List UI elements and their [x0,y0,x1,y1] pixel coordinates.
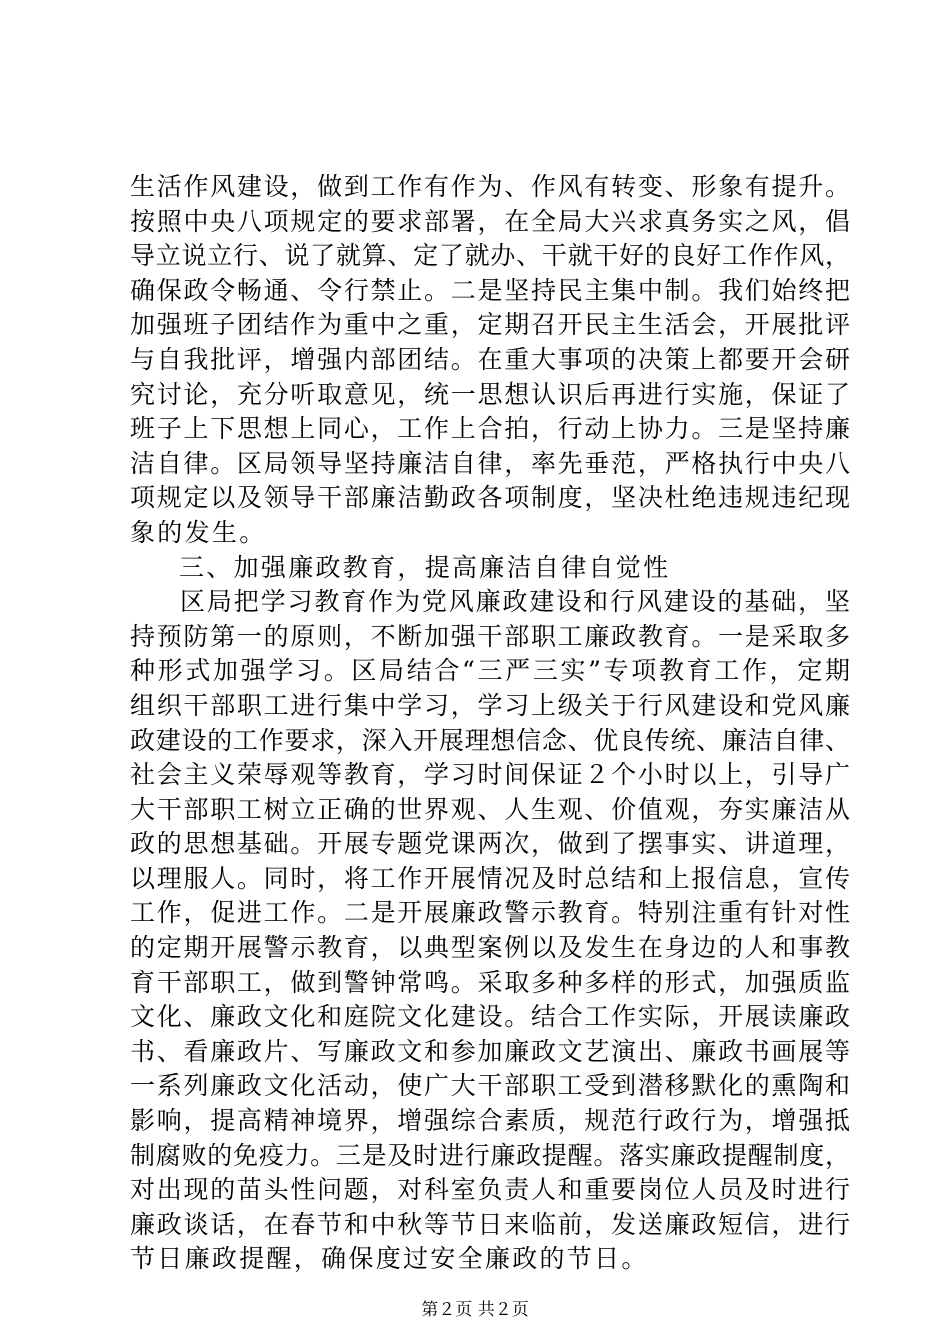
text-line: 组织干部职工进行集中学习，学习上级关于行风建设和党风廉 [130,690,850,720]
text-line: 政建设的工作要求，深入开展理想信念、优良传统、廉洁自律、 [130,725,850,755]
text-line: 对出现的苗头性问题，对科室负责人和重要岗位人员及时进行 [130,1175,850,1205]
text-line: 究讨论，充分听取意见，统一思想认识后再进行实施，保证了 [130,379,850,409]
text-line: 种形式加强学习。区局结合“三严三实”专项教育工作，定期 [130,656,850,686]
text-line: 生活作风建设，做到工作有作为、作风有转变、形象有提升。 [130,172,850,201]
text-line: 大干部职工树立正确的世界观、人生观、价值观，夯实廉洁从 [130,794,850,824]
text-line: 社会主义荣辱观等教育，学习时间保证２个小时以上，引导广 [130,760,850,790]
text-line: 的定期开展警示教育，以典型案例以及发生在身边的人和事教 [130,933,850,963]
text-line: 项规定以及领导干部廉洁勤政各项制度，坚决杜绝违规违纪现 [130,483,850,513]
text-line: 书、看廉政片、写廉政文和参加廉政文艺演出、廉政书画展等 [130,1036,850,1066]
text-line: 影响，提高精神境界，增强综合素质，规范行政行为，增强抵 [130,1106,850,1136]
text-line: 廉政谈话，在春节和中秋等节日来临前，发送廉政短信，进行 [130,1209,850,1239]
page-footer: 第２页 共２页 [421,1300,529,1320]
text-line: 一系列廉政文化活动，使广大干部职工受到潜移默化的熏陶和 [130,1071,850,1101]
text-line: 持预防第一的原则，不断加强干部职工廉政教育。一是采取多 [130,621,850,651]
text-line: 以理服人。同时，将工作开展情况及时总结和上报信息，宣传 [130,863,850,893]
text-line: 育干部职工，做到警钟常鸣。采取多种多样的形式，加强质监 [130,967,850,997]
text-line: 洁自律。区局领导坚持廉洁自律，率先垂范，严格执行中央八 [130,448,850,478]
text-line: 象的发生。 [130,517,267,547]
text-line: 班子上下思想上同心，工作上合拍，行动上协力。三是坚持廉 [130,414,850,444]
text-line: 确保政令畅通、令行禁止。二是坚持民主集中制。我们始终把 [130,275,850,305]
text-line: 按照中央八项规定的要求部署，在全局大兴求真务实之风，倡 [130,206,850,236]
text-line: 制腐败的免疫力。三是及时进行廉政提醒。落实廉政提醒制度， [130,1140,850,1170]
section-heading: 三、加强廉政教育，提高廉洁自律自觉性 [179,552,671,582]
document-body [130,170,850,1277]
text-line: 政的思想基础。开展专题党课两次，做到了摆事实、讲道理， [130,829,850,859]
text-line: 节日廉政提醒，确保度过安全廉政的节日。 [130,1244,649,1274]
text-line: 导立说立行、说了就算、定了就办、干就干好的良好工作作风， [130,241,850,271]
text-line: 文化、廉政文化和庭院文化建设。结合工作实际，开展读廉政 [130,1002,850,1032]
text-line: 与自我批评，增强内部团结。在重大事项的决策上都要开会研 [130,344,850,374]
text-line: 区局把学习教育作为党风廉政建设和行风建设的基础，坚 [180,587,850,617]
paragraph-section-3 [130,585,850,1277]
paragraph-continued [130,170,850,551]
text-line: 工作，促进工作。二是开展廉政警示教育。特别注重有针对性 [130,898,850,928]
text-line: 加强班子团结作为重中之重，定期召开民主生活会，开展批评 [130,310,850,340]
